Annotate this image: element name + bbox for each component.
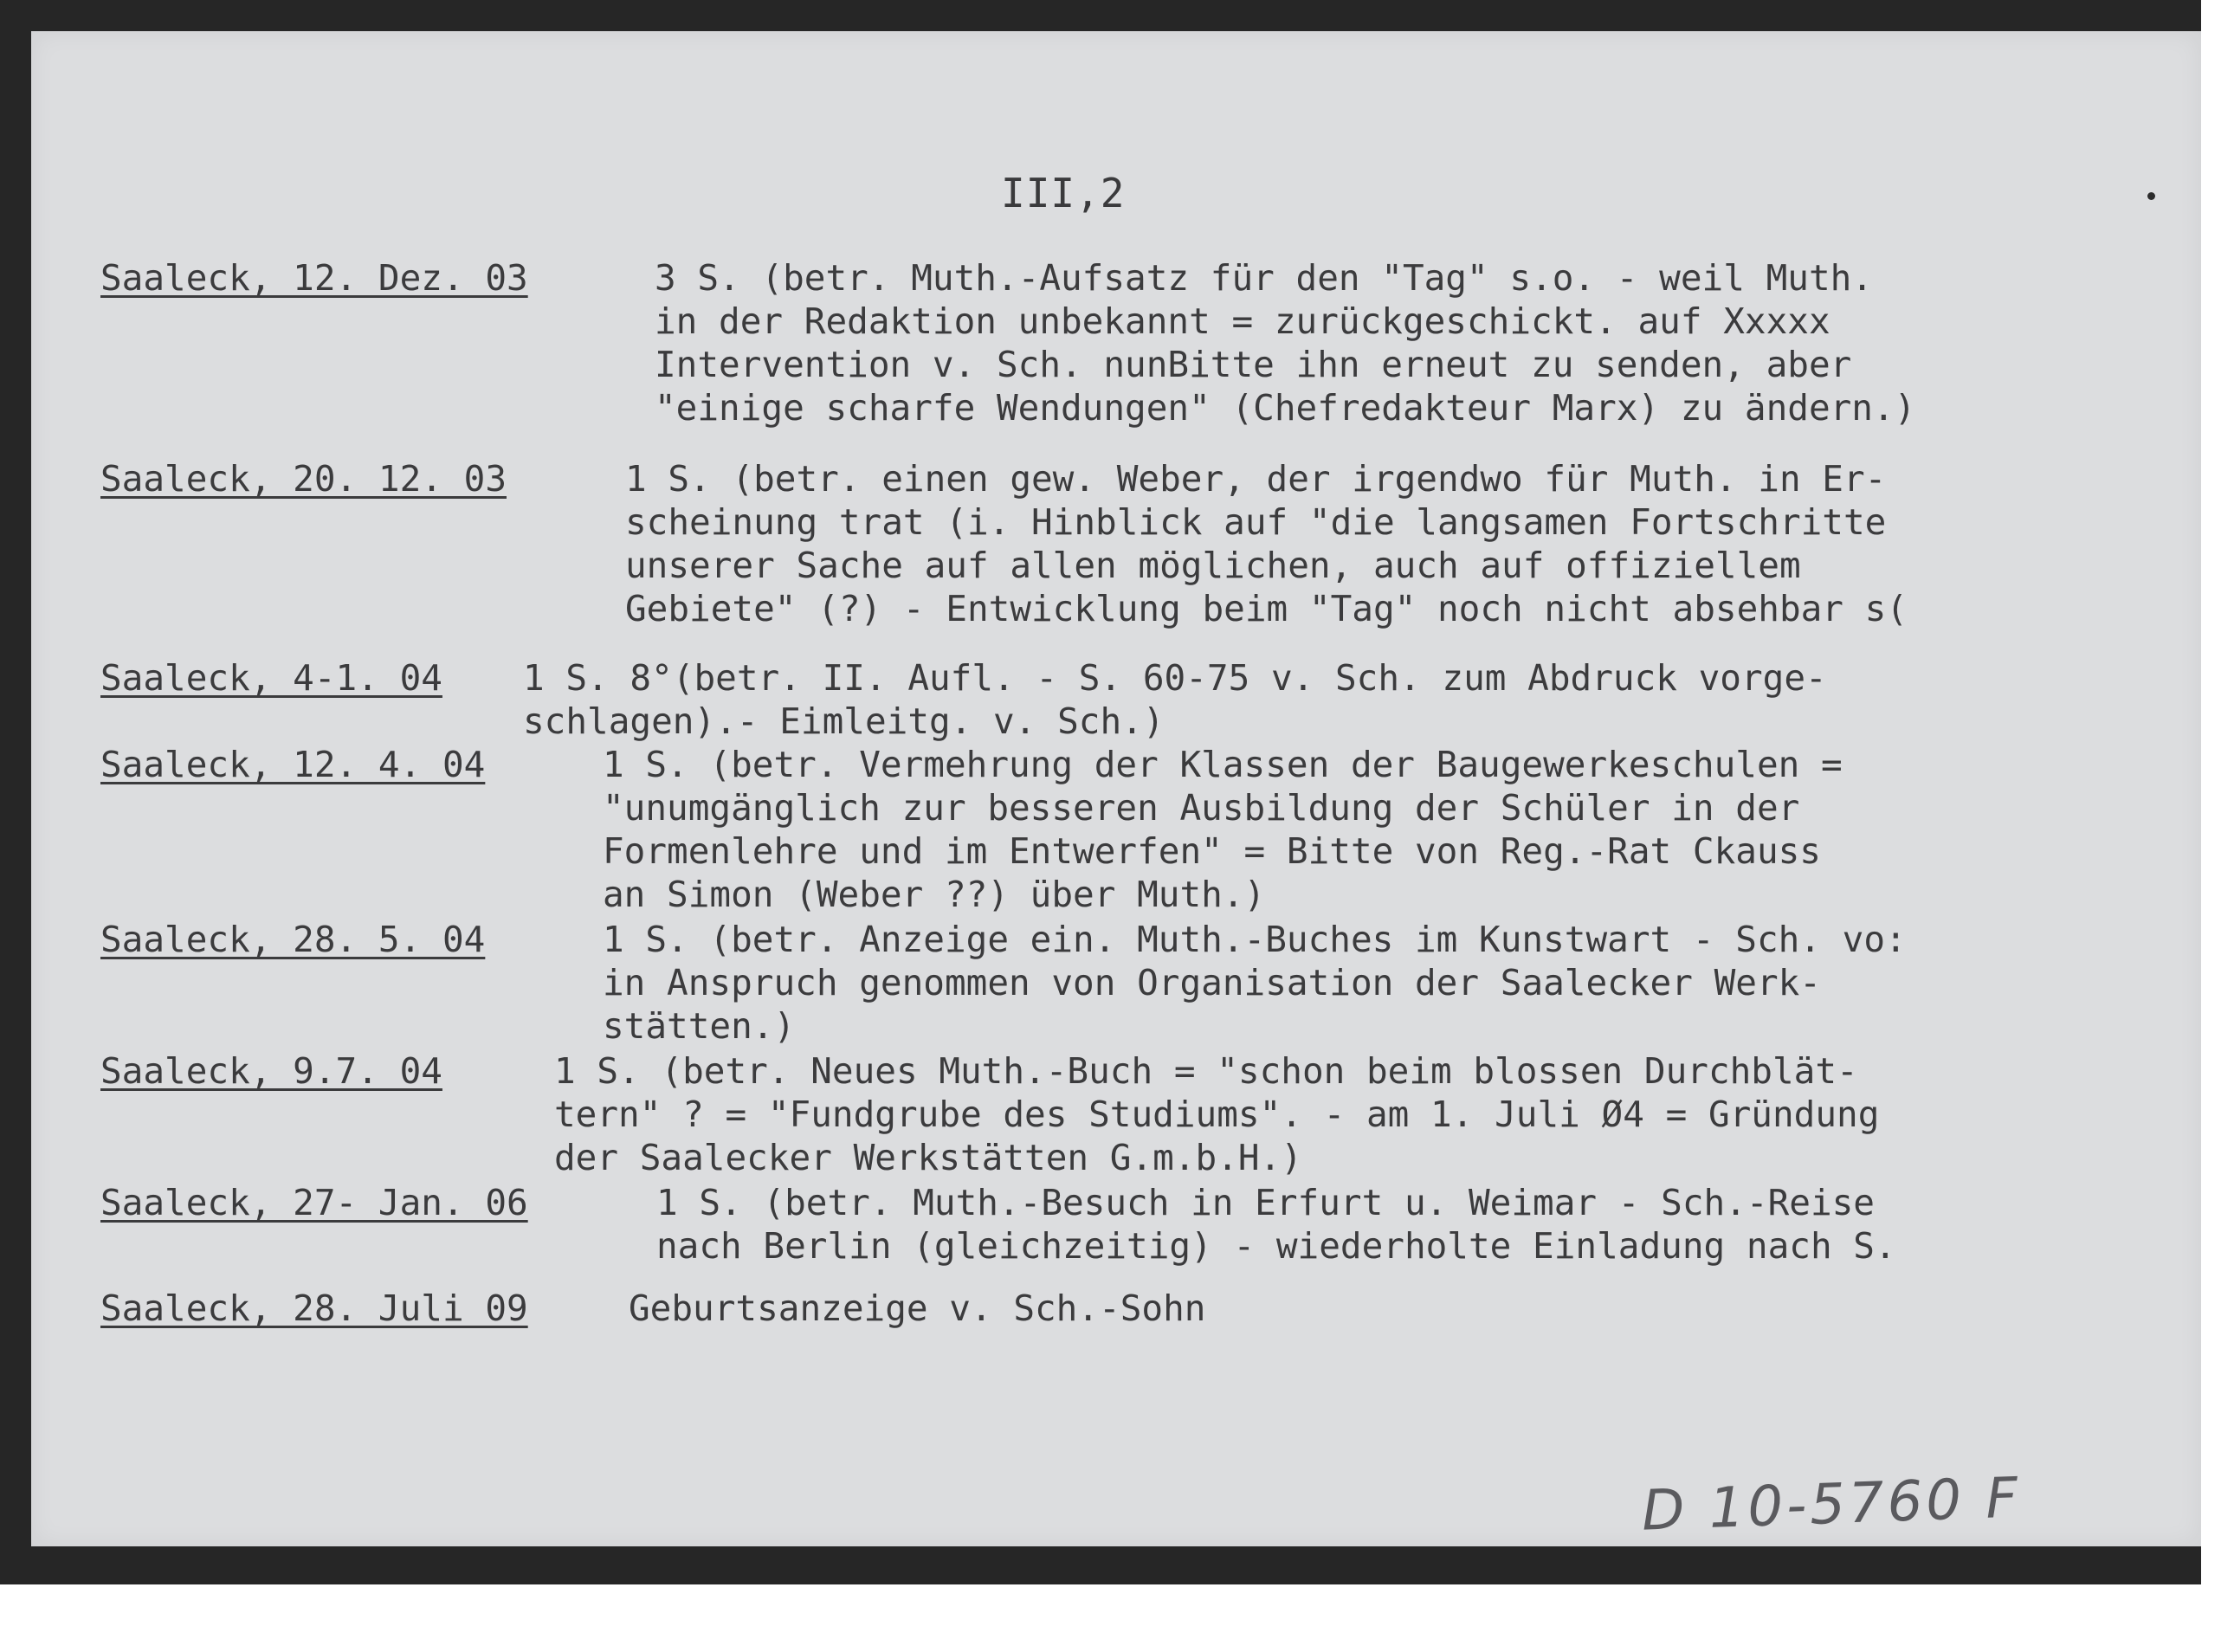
entry-place-date: Saaleck, 9.7. 04 [100,1050,442,1092]
entry-line: 1 S. (betr. Muth.-Besuch in Erfurt u. Weimar - Sch.-Reise [656,1182,1875,1223]
archive-card [31,31,2201,1546]
entry-description [554,1049,1879,1179]
entry-line: scheinung trat (i. Hinblick auf "die langsamen Fortschritte [625,501,1887,543]
entry-line: in der Redaktion unbekannt = zurückgeschickt. auf Xxxxx [655,300,1830,342]
entry-line: Gebiete" (?) - Entwicklung beim "Tag" noch nicht absehbar s( [625,588,1908,629]
entry-line: der Saalecker Werkstätten G.m.b.H.) [554,1137,1302,1178]
entry-line: 3 S. (betr. Muth.-Aufsatz für den "Tag" s.o. - weil Muth. [655,257,1873,299]
entry-description [655,256,1915,429]
entry-line: tern" ? = "Fundgrube des Studiums". - am 1. Juli Ø4 = Gründung [554,1094,1880,1135]
entry-description [625,457,1908,630]
entry-line: "unumgänglich zur besseren Ausbildung der Schüler in der [603,787,1800,829]
entry-line: schlagen).- Eimleitg. v. Sch.) [523,700,1165,742]
entry-description [603,743,1843,916]
entry-place-date: Saaleck, 20. 12. 03 [100,458,507,500]
entry-description [656,1181,1896,1268]
archive-signature: D 10-5760 F [1640,1466,2023,1544]
entry-line: Formenlehre und im Entwerfen" = Bitte von Reg.-Rat Ckauss [603,830,1821,872]
entry-place-date: Saaleck, 12. 4. 04 [100,744,486,785]
entry-line: stätten.) [603,1005,796,1047]
card-heading: III,2 [1001,170,1126,216]
entry-description [523,656,1827,743]
entry-line: in Anspruch genommen von Organisation der Saalecker Werk- [603,962,1821,1003]
entry-line: unserer Sache auf allen möglichen, auch auf offiziellem [625,545,1801,586]
entry-place-date: Saaleck, 28. Juli 09 [100,1287,528,1329]
entry-line: Intervention v. Sch. nunBitte ihn erneut zu senden, aber [655,344,1852,385]
entry-line: an Simon (Weber ??) über Muth.) [603,874,1266,915]
entry-place-date: Saaleck, 27- Jan. 06 [100,1182,528,1223]
entry-line: "einige scharfe Wendungen" (Chefredakteur Marx) zu ändern.) [655,387,1916,429]
entry-place-date: Saaleck, 12. Dez. 03 [100,257,528,299]
entry-description [629,1287,1205,1330]
entry-line: 1 S. (betr. Anzeige ein. Muth.-Buches im Kunstwart - Sch. vo: [603,919,1907,960]
entry-line: 1 S. (betr. Vermehrung der Klassen der Baugewerkeschulen = [603,744,1843,785]
entry-line: nach Berlin (gleichzeitig) - wiederholte Einladung nach S. [656,1225,1896,1267]
entry-description [603,918,1907,1048]
ink-dot [2147,192,2155,200]
entry-line: 1 S. (betr. einen gew. Weber, der irgendwo für Muth. in Er- [625,458,1887,500]
entry-line: 1 S. (betr. Neues Muth.-Buch = "schon beim blossen Durchblät- [554,1050,1858,1092]
entry-line: 1 S. 8°(betr. II. Aufl. - S. 60-75 v. Sch. zum Abdruck vorge- [523,657,1827,699]
entry-line: Geburtsanzeige v. Sch.-Sohn [629,1287,1206,1329]
entry-place-date: Saaleck, 4-1. 04 [100,657,442,699]
entry-place-date: Saaleck, 28. 5. 04 [100,919,486,960]
